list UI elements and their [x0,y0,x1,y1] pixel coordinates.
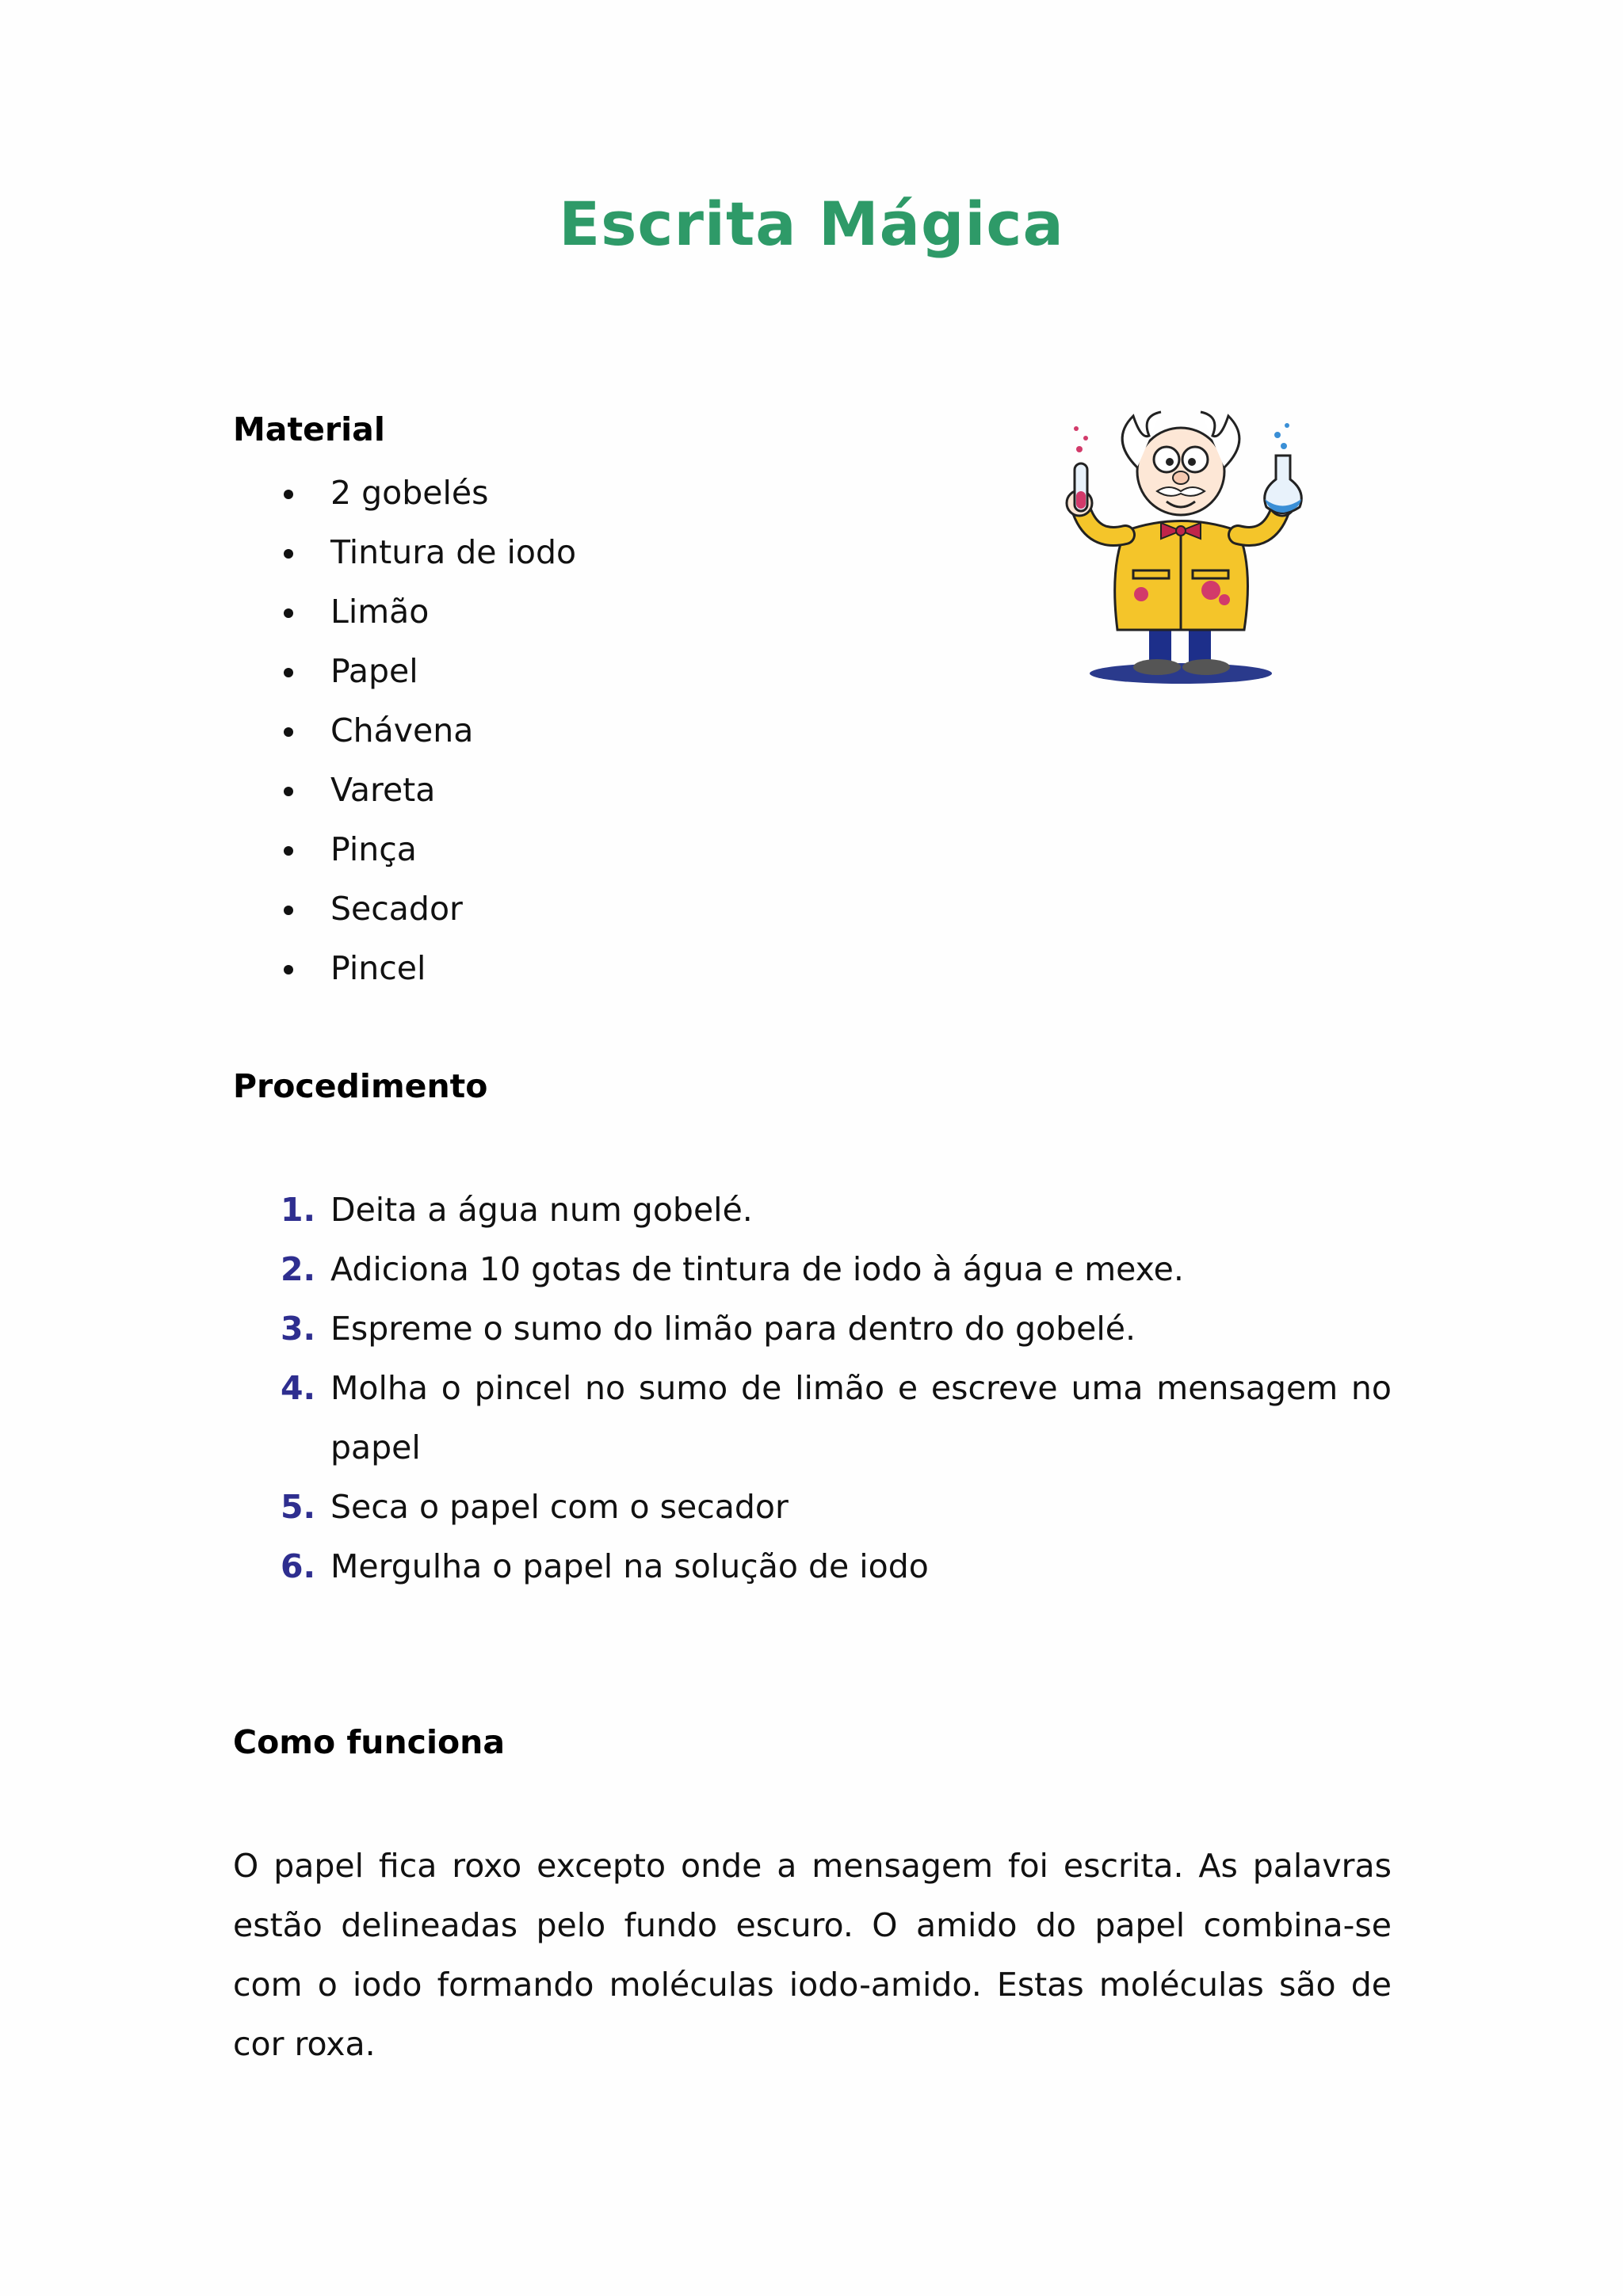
bullet-icon [284,727,293,737]
list-item: Papel [233,642,576,701]
list-item: 5. Seca o papel com o secador [281,1488,789,1526]
bullet-icon [284,846,293,856]
bullet-icon [284,906,293,915]
list-item: Pinça [233,820,576,879]
scientist-illustration-icon [1030,392,1331,693]
list-item: Limão [233,582,576,642]
list-item: 4. Molha o pincel no sumo de limão e escreve uma mensagem no papel [281,1369,1392,1466]
bullet-icon [284,608,293,618]
list-item: 2 gobelés [233,463,576,523]
bullet-icon [284,787,293,796]
bullet-icon [284,965,293,974]
page-title: Escrita Mágica [559,189,1064,259]
bullet-icon [284,549,293,559]
procedimento-heading: Procedimento [233,1067,488,1105]
list-item: Chávena [233,701,576,761]
procedure-list [233,1180,1392,1596]
list-item: Vareta [233,761,576,820]
explanation-paragraph: O papel fica roxo excepto onde a mensagem foi escrita. As palavras estão delineadas pelo fundo escuro. O amido do papel combina-se com o iodo formando moléculas iodo-amido. Estas moléculas são de cor roxa. [233,1847,1392,2063]
material-heading: Material [233,410,385,448]
list-item: Tintura de iodo [233,523,576,582]
list-item: 2. Adiciona 10 gotas de tintura de iodo à água e mexe. [281,1250,1184,1288]
bullet-icon [284,490,293,499]
list-item: 3. Espreme o sumo do limão para dentro do gobelé. [281,1310,1136,1348]
list-item: Secador [233,879,576,939]
bullet-icon [284,668,293,677]
material-list [233,463,576,998]
como-funciona-heading: Como funciona [233,1723,506,1761]
list-item: 6. Mergulha o papel na solução de iodo [281,1547,929,1585]
list-item: 1. Deita a água num gobelé. [281,1191,753,1229]
list-item: Pincel [233,939,576,998]
